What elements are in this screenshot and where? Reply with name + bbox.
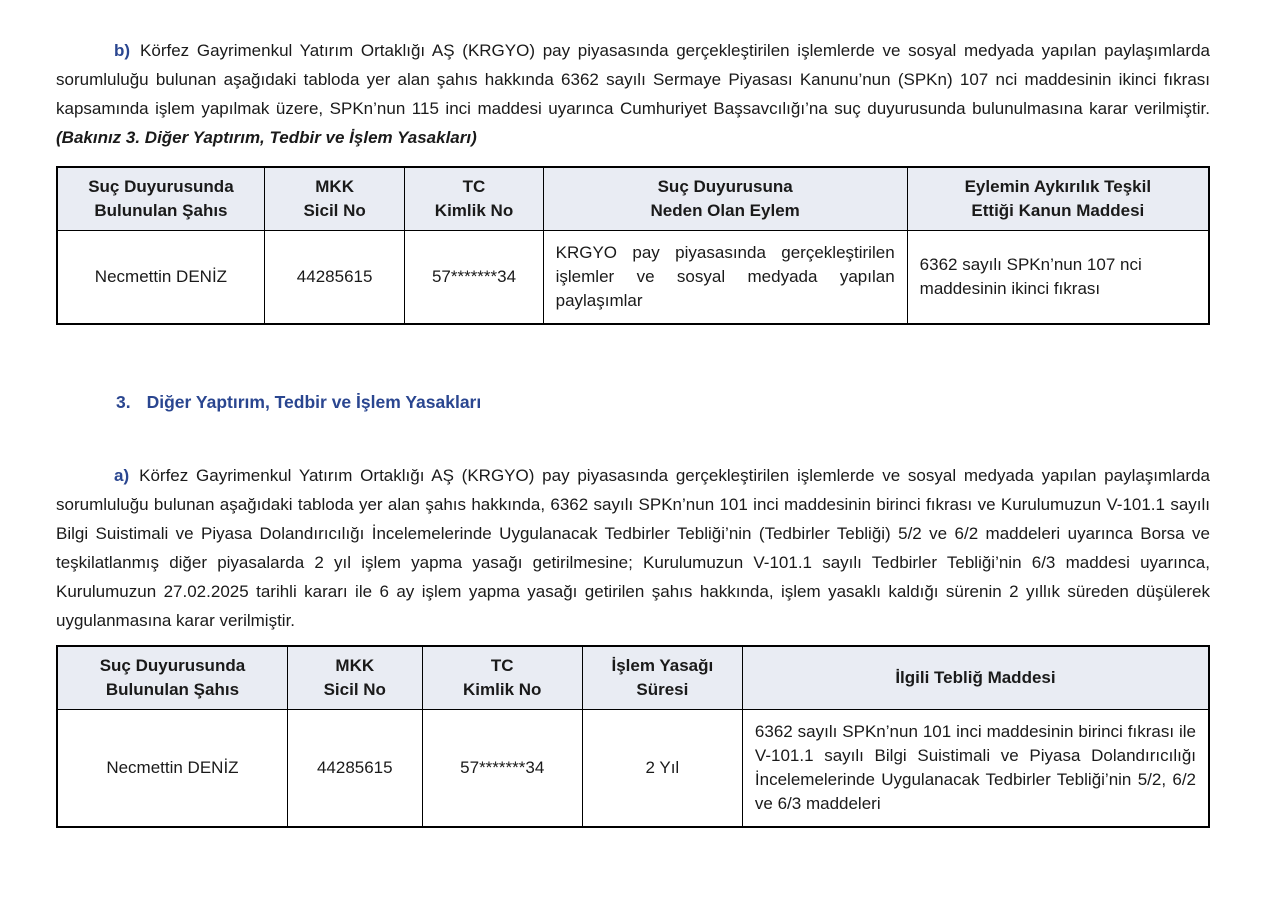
table2-header-mkk-sicil-no (287, 646, 422, 710)
header-line: Kimlik No (463, 680, 542, 699)
table1-header-mkk-sicil-no (264, 167, 405, 231)
table2-cell-mkk-sicil-no: 44285615 (287, 710, 422, 828)
islem-yasagi-table (56, 645, 1210, 828)
header-line: İlgili Tebliğ Maddesi (895, 668, 1056, 687)
section-3-number: 3. (116, 392, 131, 412)
table2-header-islem-yasagi-suresi (582, 646, 742, 710)
header-line: Kimlik No (434, 201, 514, 220)
table1-cell-sahis: Necmettin DENİZ (57, 231, 264, 325)
header-line: İşlem Yasağı (611, 656, 714, 675)
paragraph-b (56, 36, 1210, 152)
table2-header-sahis (57, 646, 287, 710)
header-line: Ettiği Kanun Maddesi (971, 201, 1145, 220)
header-line: MKK (335, 656, 375, 675)
header-line: Suç Duyurusuna (657, 177, 793, 196)
header-line: Eylemin Aykırılık Teşkil (964, 177, 1152, 196)
table1-header-kanun-maddesi (907, 167, 1209, 231)
table2-header-tc-kimlik-no (422, 646, 582, 710)
table2-cell-islem-yasagi-suresi: 2 Yıl (582, 710, 742, 828)
suc-duyurusu-table-body (57, 231, 1209, 325)
header-line: TC (490, 656, 514, 675)
suc-duyurusu-table (56, 166, 1210, 325)
table2-cell-teblig-maddesi: 6362 sayılı SPKn’nun 101 inci maddesinin birinci fıkrası ile V-101.1 sayılı Bilgi Suistimali ve Piyasa Dolandırıcılığı İncelemelerinde Uygulanacak Tedbirler Tebliği’nin 5/2, 6/2 ve 6/3 maddeleri (742, 710, 1209, 828)
table-row (57, 231, 1209, 325)
header-line: Bulunulan Şahıs (94, 201, 228, 220)
table1-cell-kanun-maddesi: 6362 sayılı SPKn’nun 107 nci maddesinin ikinci fıkrası (907, 231, 1209, 325)
table-header-row (57, 646, 1209, 710)
header-line: Bulunulan Şahıs (105, 680, 240, 699)
paragraph-b-text: Körfez Gayrimenkul Yatırım Ortaklığı AŞ (KRGYO) pay piyasasında gerçekleştirilen işlemlerde ve sosyal medyada yapılan paylaşımlarda sorumluluğu bulunan aşağıdaki tabloda yer alan şahıs hakkında 6362 sayılı Sermaye Piyasası Kanunu’nun (SPKn) 107 nci maddesinin ikinci fıkrası kapsamında işlem yapılmak üzere, SPKn’nun 115 inci maddesi uyarınca Cumhuriyet Başsavcılığı’na suç duyurusunda bulunulmasına karar verilmiştir. (56, 41, 1210, 118)
paragraph-a-text: Körfez Gayrimenkul Yatırım Ortaklığı AŞ (KRGYO) pay piyasasında gerçekleştirilen işlemlerde ve sosyal medyada yapılan paylaşımlarda sorumluluğu bulunan aşağıdaki tabloda yer alan şahıs hakkında, 6362 sayılı SPKn’nun 101 inci maddesinin birinci fıkrası ve Kurulumuzun V-101.1 sayılı Bilgi Suistimali ve Piyasa Dolandırıcılığı İncelemelerinde Uygulanacak Tedbirler Tebliği’nin (Tedbirler Tebliği) 5/2 ve 6/2 maddeleri uyarınca Borsa ve teşkilatlanmış diğer piyasalarda 2 yıl işlem yapma yasağı getirilmesine; Kurulumuzun V-101.1 sayılı Tedbirler Tebliği’nin 6/3 maddesi uyarınca, Kurulumuzun 27.02.2025 tarihli kararı ile 6 ay işlem yapma yasağı getirilen şahıs hakkında, işlem yasaklı kaldığı sürenin 2 yıllık süreden düşülerek uygulanmasına karar verilmiştir. (56, 466, 1210, 630)
table-header-row (57, 167, 1209, 231)
header-line: Süresi (636, 680, 689, 699)
table1-header-eylem (543, 167, 907, 231)
table1-cell-mkk-sicil-no: 44285615 (264, 231, 405, 325)
section-3-heading (56, 389, 1210, 415)
table2-cell-sahis: Necmettin DENİZ (57, 710, 287, 828)
islem-yasagi-table-body (57, 710, 1209, 828)
suc-duyurusu-table-header (57, 167, 1209, 231)
table1-cell-tc-kimlik-no: 57*******34 (405, 231, 543, 325)
table2-header-teblig-maddesi (742, 646, 1209, 710)
islem-yasagi-table-header (57, 646, 1209, 710)
header-line: Neden Olan Eylem (650, 201, 800, 220)
table-row (57, 710, 1209, 828)
section-3-title: Diğer Yaptırım, Tedbir ve İşlem Yasakları (146, 392, 482, 412)
table2-cell-tc-kimlik-no: 57*******34 (422, 710, 582, 828)
header-line: MKK (315, 177, 354, 196)
table1-header-sahis (57, 167, 264, 231)
paragraph-b-reference: (Bakınız 3. Diğer Yaptırım, Tedbir ve İşlem Yasakları) (56, 128, 477, 147)
header-line: Suç Duyurusunda (99, 656, 246, 675)
item-marker-b: b) (114, 41, 131, 60)
header-line: TC (462, 177, 486, 196)
header-line: Suç Duyurusunda (88, 177, 234, 196)
item-marker-a: a) (114, 466, 130, 485)
paragraph-a (56, 461, 1210, 635)
table1-header-tc-kimlik-no (405, 167, 543, 231)
table1-cell-eylem: KRGYO pay piyasasında gerçekleştirilen işlemler ve sosyal medyada yapılan paylaşımlar (543, 231, 907, 325)
header-line: Sicil No (323, 680, 386, 699)
header-line: Sicil No (303, 201, 366, 220)
